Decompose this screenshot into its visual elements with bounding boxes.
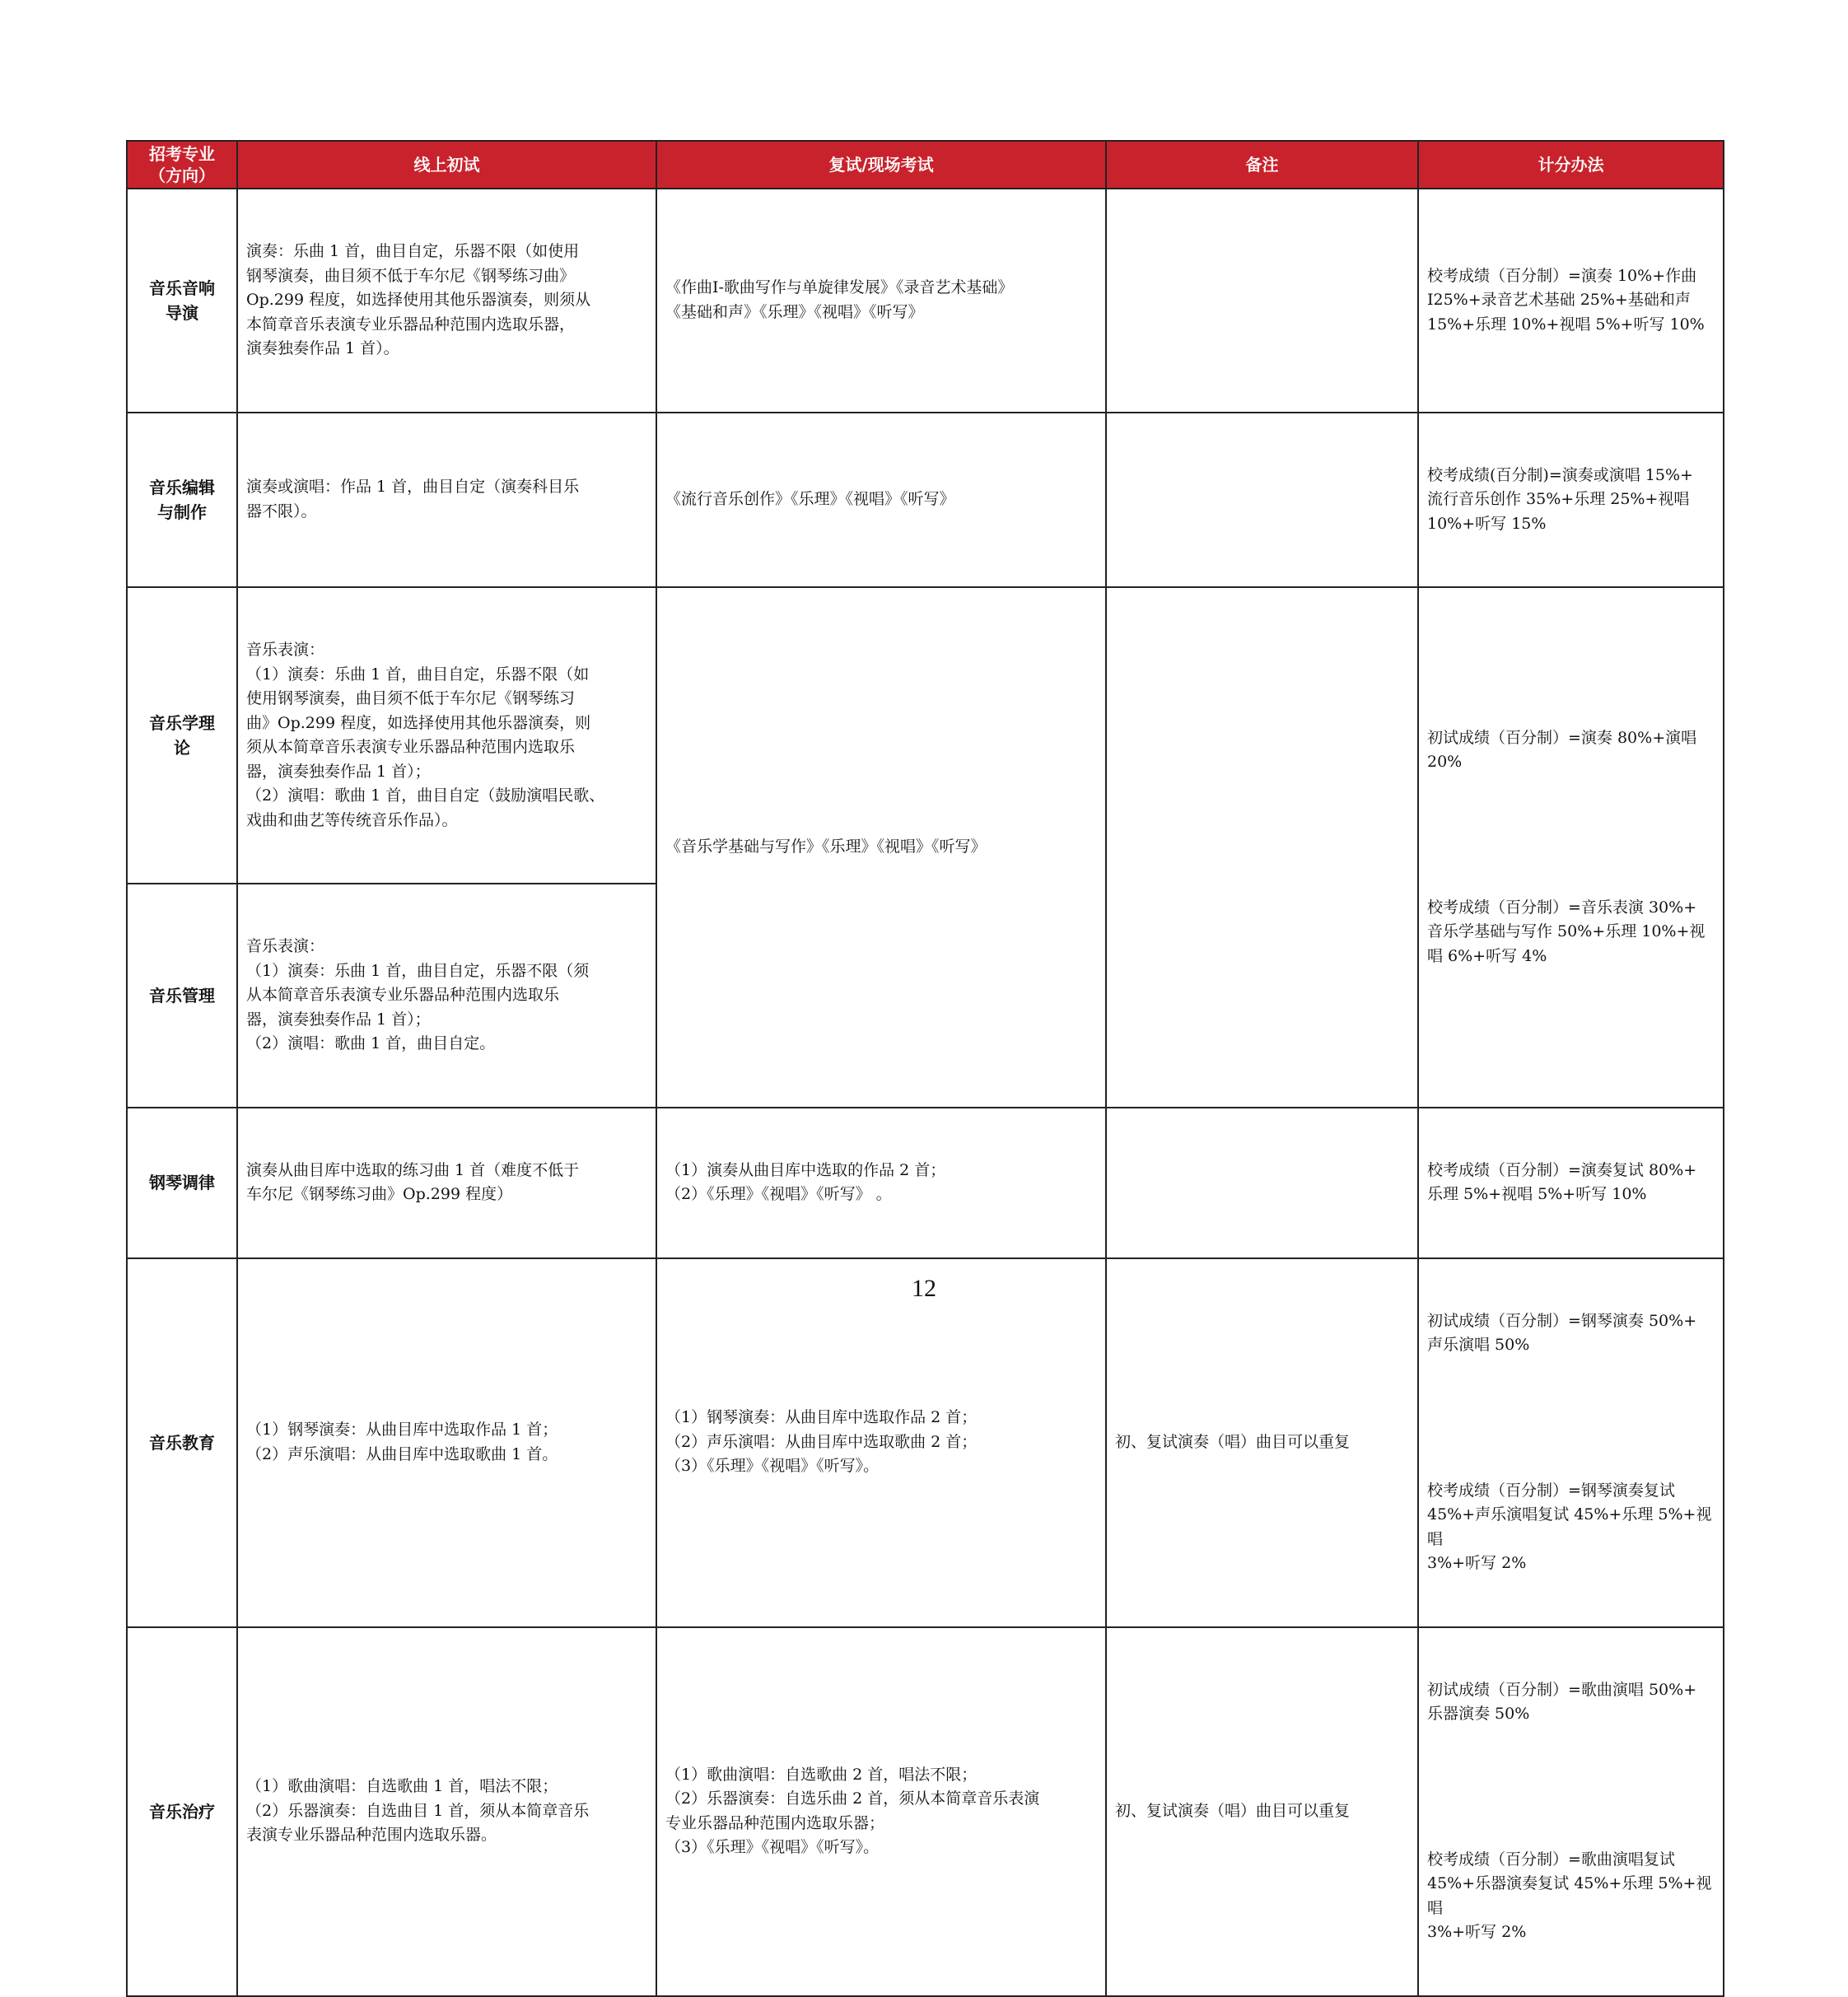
online-test-cell: （1）钢琴演奏：从曲目库中选取作品 1 首； （2）声乐演唱：从曲目库中选取歌曲 1 首。 xyxy=(237,1258,656,1627)
header-major: 招考专业 （方向） xyxy=(127,141,237,189)
retest-cell: 《作曲Ⅰ-歌曲写作与单旋律发展》《录音艺术基础》 《基础和声》《乐理》《视唱》《听写》 xyxy=(656,189,1106,413)
major-cell: 音乐治疗 xyxy=(127,1627,237,1996)
retest-cell: 《流行音乐创作》《乐理》《视唱》《听写》 xyxy=(656,413,1106,588)
header-retest: 复试/现场考试 xyxy=(656,141,1106,189)
admission-table xyxy=(126,140,1724,1997)
major-cell: 音乐管理 xyxy=(127,884,237,1108)
table-row xyxy=(127,1108,1724,1258)
scoring-cell: 校考成绩（百分制）=演奏复试 80%+ 乐理 5%+视唱 5%+听写 10% xyxy=(1418,1108,1724,1258)
retest-cell: （1）歌曲演唱：自选歌曲 2 首，唱法不限； （2）乐器演奏：自选乐曲 2 首，须从本简章音乐表演 专业乐器品种范围内选取乐器； （3）《乐理》《视唱》《听写》。 xyxy=(656,1627,1106,1996)
note-cell xyxy=(1106,587,1418,1108)
scoring-cell: 校考成绩(百分制)=演奏或演唱 15%+ 流行音乐创作 35%+乐理 25%+视唱 10%+听写 15% xyxy=(1418,413,1724,588)
major-cell: 音乐教育 xyxy=(127,1258,237,1627)
header-scoring: 计分办法 xyxy=(1418,141,1724,189)
table-row xyxy=(127,189,1724,413)
retest-cell: （1）演奏从曲目库中选取的作品 2 首； （2）《乐理》《视唱》《听写》 。 xyxy=(656,1108,1106,1258)
online-test-cell: 演奏：乐曲 1 首，曲目自定，乐器不限（如使用 钢琴演奏，曲目须不低于车尔尼《钢琴练习曲》 Op.299 程度，如选择使用其他乐器演奏，则须从 本简章音乐表演专业乐器品种范围内选取乐器， 演奏独奏作品 1 首）。 xyxy=(237,189,656,413)
table-row xyxy=(127,587,1724,884)
header-row xyxy=(127,141,1724,189)
major-cell: 音乐学理 论 xyxy=(127,587,237,884)
online-test-cell: 音乐表演： （1）演奏：乐曲 1 首，曲目自定，乐器不限（须 从本简章音乐表演专业乐器品种范围内选取乐 器，演奏独奏作品 1 首）； （2）演唱：歌曲 1 首，曲目自定。 xyxy=(237,884,656,1108)
note-cell xyxy=(1106,189,1418,413)
online-test-cell: 音乐表演： （1）演奏：乐曲 1 首，曲目自定，乐器不限（如 使用钢琴演奏，曲目须不低于车尔尼《钢琴练习 曲》Op.299 程度，如选择使用其他乐器演奏，则 须从本简章音乐表演专业乐器品种范围内选取乐 器，演奏独奏作品 1 首）； （2）演唱：歌曲 1 首，曲目自定（鼓励演唱民歌、 戏曲和曲艺等传统音乐作品）。 xyxy=(237,587,656,884)
scoring-cell: 校考成绩（百分制）=演奏 10%+作曲 Ⅰ25%+录音艺术基础 25%+基础和声 15%+乐理 10%+视唱 5%+听写 10% xyxy=(1418,189,1724,413)
note-cell xyxy=(1106,1108,1418,1258)
note-cell: 初、复试演奏（唱）曲目可以重复 xyxy=(1106,1627,1418,1996)
online-test-cell: 演奏从曲目库中选取的练习曲 1 首（难度不低于 车尔尼《钢琴练习曲》Op.299 程度） xyxy=(237,1108,656,1258)
online-test-cell: （1）歌曲演唱：自选歌曲 1 首，唱法不限； （2）乐器演奏：自选曲目 1 首，须从本简章音乐 表演专业乐器品种范围内选取乐器。 xyxy=(237,1627,656,1996)
retest-cell: （1）钢琴演奏：从曲目库中选取作品 2 首； （2）声乐演唱：从曲目库中选取歌曲 2 首； （3）《乐理》《视唱》《听写》。 xyxy=(656,1258,1106,1627)
table-row xyxy=(127,1627,1724,1996)
header-online-test: 线上初试 xyxy=(237,141,656,189)
major-cell: 音乐音响 导演 xyxy=(127,189,237,413)
table-row xyxy=(127,413,1724,588)
scoring-cell: 初试成绩（百分制）=演奏 80%+演唱 20% 校考成绩（百分制）=音乐表演 30%+ 音乐学基础与写作 50%+乐理 10%+视 唱 6%+听写 4% xyxy=(1418,587,1724,1108)
scoring-cell: 初试成绩（百分制）=歌曲演唱 50%+ 乐器演奏 50% 校考成绩（百分制）=歌曲演唱复试 45%+乐器演奏复试 45%+乐理 5%+视唱 3%+听写 2% xyxy=(1418,1627,1724,1996)
scoring-cell: 初试成绩（百分制）=钢琴演奏 50%+ 声乐演唱 50% 校考成绩（百分制）=钢琴演奏复试 45%+声乐演唱复试 45%+乐理 5%+视唱 3%+听写 2% xyxy=(1418,1258,1724,1627)
major-cell: 钢琴调律 xyxy=(127,1108,237,1258)
page-number: 12 xyxy=(912,1275,936,1302)
note-cell: 初、复试演奏（唱）曲目可以重复 xyxy=(1106,1258,1418,1627)
header-note: 备注 xyxy=(1106,141,1418,189)
major-cell: 音乐编辑 与制作 xyxy=(127,413,237,588)
online-test-cell: 演奏或演唱：作品 1 首，曲目自定（演奏科目乐 器不限）。 xyxy=(237,413,656,588)
note-cell xyxy=(1106,413,1418,588)
table-row xyxy=(127,1258,1724,1627)
retest-cell: 《音乐学基础与写作》《乐理》《视唱》《听写》 xyxy=(656,587,1106,1108)
